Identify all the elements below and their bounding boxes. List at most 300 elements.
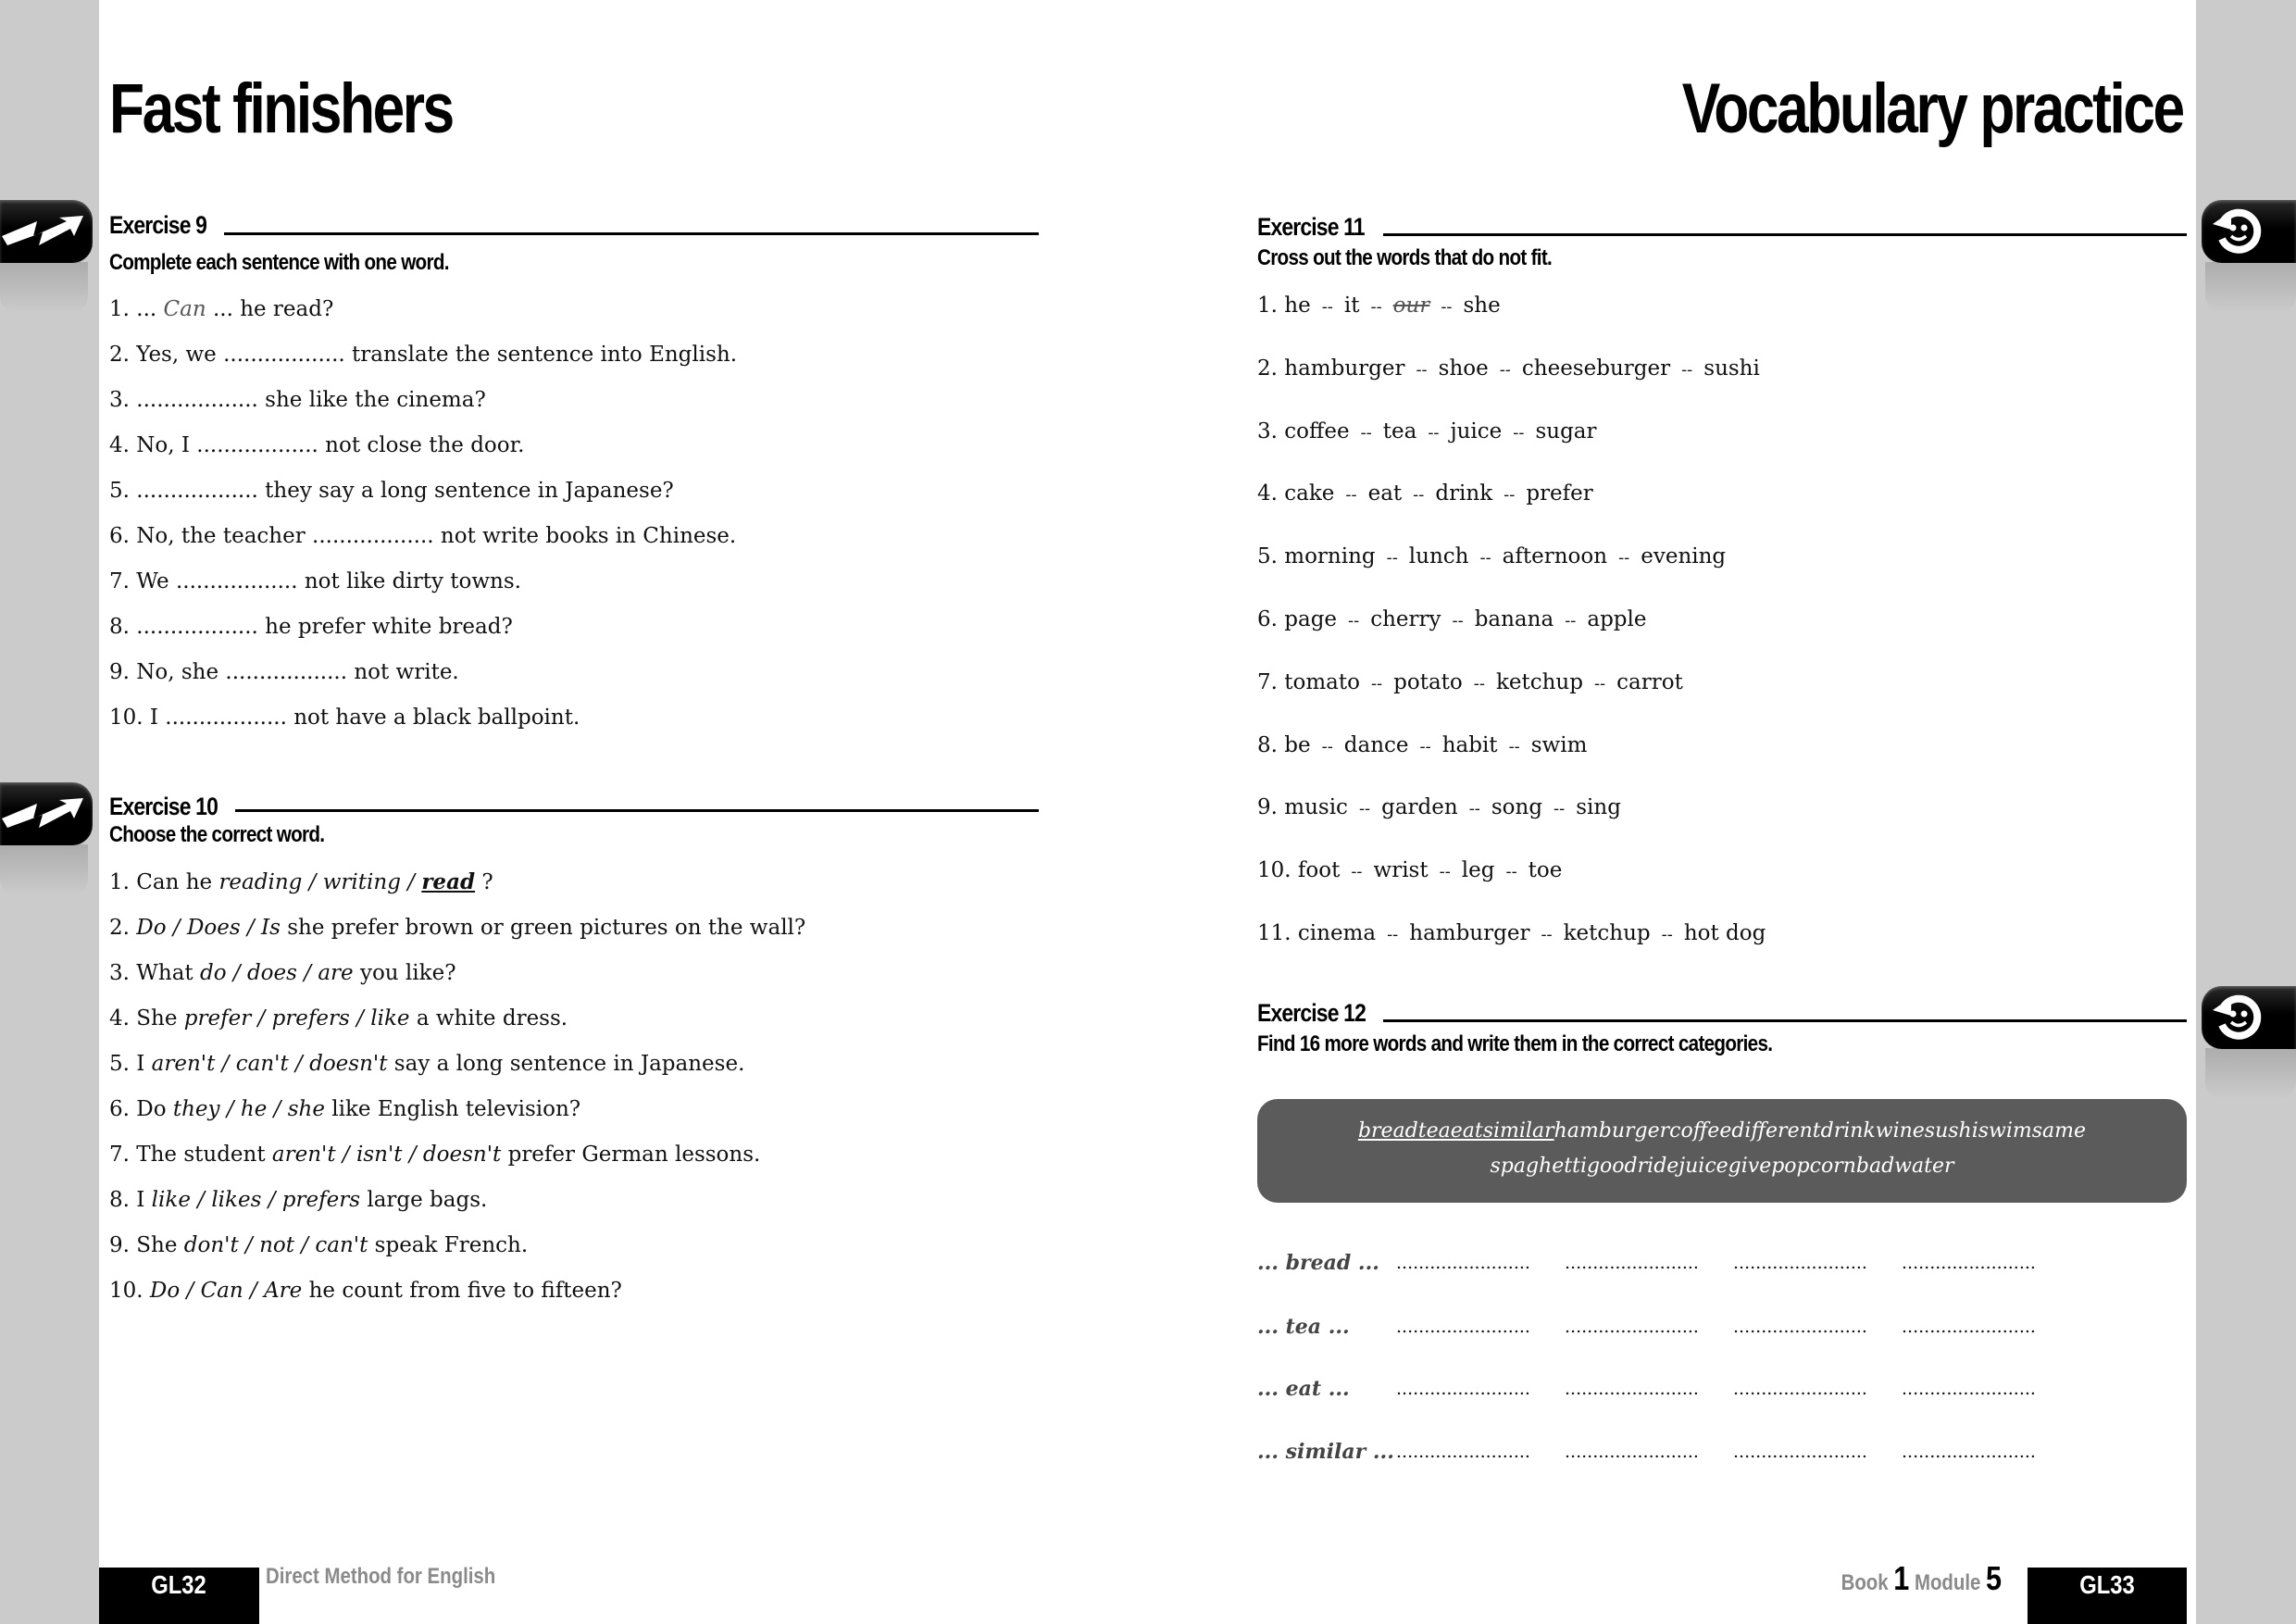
word-option[interactable]: hamburger [1409,921,1530,945]
category-label: ... tea ... [1257,1315,1350,1339]
list-item [109,431,524,459]
word-option[interactable]: afternoon [1502,544,1608,569]
list-item [109,341,737,369]
item-number: 10. [109,1279,144,1303]
item-number: 1. [109,297,130,321]
word-separator: -- [1618,548,1630,568]
item-number: 2. [109,343,130,367]
answer-blank[interactable]: ........................ [1902,1317,2036,1337]
word-option[interactable]: sugar [1535,418,1597,443]
category-row [1257,1313,2090,1341]
list-item [109,959,456,987]
choice-option[interactable]: Is [261,916,281,940]
word-separator: -- [1345,485,1357,506]
word-option[interactable]: swim [1530,732,1588,757]
word-separator: -- [1473,673,1485,693]
item-number: 1. [109,870,130,894]
item-number: 10. [1257,858,1292,883]
list-item [109,568,521,595]
word-option[interactable]: garden [1381,795,1458,820]
review-smiley-icon [2211,204,2266,259]
answer-blank[interactable]: ........................ [1902,1253,2036,1273]
exercise-title: Exercise 10 [109,793,218,820]
item-number: 2. [109,916,130,940]
word-option[interactable]: coffee [1284,418,1350,443]
item-text: No, she [136,660,226,684]
choice-option[interactable]: prefers [281,1188,361,1212]
item-number: 4. [109,433,130,457]
exercise-title: Exercise 12 [1257,999,1366,1027]
list-item [109,1095,580,1123]
exercise-9-header [109,211,224,239]
item-number: 6. [109,1097,130,1121]
item-text: What [136,961,200,985]
exercise-instruction: Cross out the words that do not fit. [1257,245,1553,270]
list-item [109,386,486,414]
fast-finisher-tab [0,200,93,263]
word-option[interactable]: shoe [1438,356,1489,381]
word-option[interactable]: toe [1528,858,1563,883]
item-text: he count from five to fifteen? [308,1279,622,1303]
word-option[interactable]: he [1284,294,1311,318]
word-option[interactable]: eat [1367,481,1403,506]
choice-separator: / [215,1052,236,1076]
item-number: 2. [1257,356,1278,381]
module-number: 5 [1985,1559,2002,1597]
answer-blank[interactable]: ........................ [1565,1442,1699,1462]
item-number: 3. [109,961,130,985]
word-option[interactable]: music [1284,795,1348,820]
answer-blank[interactable]: ........................ [1733,1317,1867,1337]
category-label: ... bread ... [1257,1251,1379,1275]
item-number: 7. [109,1143,130,1167]
page-title-left: Fast finishers [109,69,453,148]
list-item [1257,480,1593,509]
choice-option[interactable]: don't [183,1233,239,1257]
item-number: 4. [1257,481,1278,506]
module-label: Module [1914,1570,1981,1595]
item-text: The student [136,1143,272,1167]
item-text: not close the door. [318,433,525,457]
exercise-title: Exercise 11 [1257,213,1365,241]
word-option[interactable]: lunch [1408,544,1469,569]
item-text: No, I [136,433,197,457]
list-item [109,477,674,505]
item-text: speak French. [374,1233,529,1257]
word-option[interactable]: hot dog [1683,921,1766,945]
word-option[interactable]: banana [1474,607,1554,631]
tab-reflection [2205,262,2296,313]
item-number: 9. [109,660,130,684]
item-text: translate the sentence into English. [344,343,738,367]
choice-option[interactable]: Do [149,1279,181,1303]
list-item [109,1005,568,1032]
category-label: ... similar ... [1257,1440,1394,1464]
page-number-box-right [2028,1568,2187,1624]
book-title: Direct Method for English [266,1564,496,1589]
choice-option[interactable]: does [246,961,297,985]
word-option[interactable]: apple [1587,607,1647,631]
word-separator: -- [1505,862,1517,882]
exercise-divider [1383,233,2187,236]
list-item [1257,856,1562,886]
list-item [109,1050,744,1078]
word-option[interactable]: page [1284,607,1338,631]
page-number-box-left [99,1568,259,1624]
choice-separator: / [294,1233,316,1257]
item-text: not write books in Chinese. [433,524,737,548]
exercise-divider [1383,1019,2187,1022]
answer-blank[interactable]: .................. [136,615,258,639]
category-row [1257,1249,2090,1277]
category-row [1257,1375,2090,1403]
item-number: 11. [1257,921,1292,945]
exercise-divider [235,809,1039,812]
list-item [109,1231,528,1259]
choice-option[interactable]: Can [200,1279,243,1303]
exercise-10-header [109,793,237,820]
choice-option[interactable]: can't [235,1052,289,1076]
word-separator: -- [1541,925,1553,944]
item-number: 7. [1257,669,1278,694]
word-option[interactable]: be [1284,732,1311,757]
item-text: not like dirty towns. [297,569,521,593]
choice-option[interactable]: isn't [356,1143,403,1167]
review-tab [2202,200,2296,263]
word-option[interactable]: wrist [1373,858,1429,883]
word-option[interactable]: drink [1435,481,1493,506]
choice-option[interactable]: like [370,1006,410,1031]
choice-separator: / [296,961,318,985]
answer-blank[interactable]: ........................ [1396,1317,1530,1337]
remaining-letters: hamburgercoffeedifferentdrinkwinesushiswimsame [1554,1119,2087,1143]
choice-separator: / [402,1143,423,1167]
item-text: like English television? [331,1097,581,1121]
item-text: they say a long sentence in Japanese? [257,479,674,503]
exercise-instruction: Complete each sentence with one word. [109,250,449,275]
item-text: large bags. [367,1188,488,1212]
list-item [109,1186,487,1214]
word-separator: -- [1370,673,1383,693]
word-separator: -- [1681,359,1693,380]
item-number: 8. [1257,732,1278,757]
answer-blank[interactable]: ........................ [1733,1253,1867,1273]
word-option[interactable]: ketchup [1495,669,1583,694]
answer-blank[interactable]: ........................ [1902,1379,2036,1399]
lightning-arrow-icon [2,791,85,837]
word-separator: -- [1419,736,1431,756]
word-separator: -- [1348,611,1360,631]
choice-separator: / [226,961,247,985]
item-text: not have a black ballpoint. [286,706,580,730]
word-option[interactable]: carrot [1616,669,1683,694]
word-option[interactable]: hamburger [1284,356,1405,381]
choice-separator: / [261,1188,282,1212]
answer-blank[interactable]: ........................ [1396,1253,1530,1273]
choice-option[interactable]: likes [211,1188,262,1212]
word-option[interactable]: sushi [1703,356,1760,381]
word-separator: -- [1661,925,1673,944]
item-number: 5. [1257,544,1278,569]
word-option[interactable]: morning [1284,544,1376,569]
word-option[interactable]: cake [1284,481,1335,506]
answer-blank[interactable]: ........................ [1733,1379,1867,1399]
category-label: ... eat ... [1257,1377,1350,1401]
word-option[interactable]: foot [1297,858,1341,883]
item-number: 3. [109,388,130,412]
word-option[interactable]: our [1392,294,1430,318]
choice-option[interactable]: not [259,1233,294,1257]
word-separator: -- [1468,799,1480,819]
item-text: No, the teacher [136,524,313,548]
choice-separator: / [251,1006,272,1031]
word-separator: -- [1565,611,1577,631]
word-separator: -- [1351,862,1363,882]
list-item [1257,919,1766,949]
list-item [1257,731,1587,761]
list-item [109,522,736,550]
list-item [109,613,513,641]
choice-separator: / [238,1233,260,1257]
item-number: 5. [109,1052,130,1076]
exercise-12-header [1257,999,1385,1027]
word-separator: -- [1387,925,1399,944]
answer-blank[interactable]: .................. [165,706,287,730]
word-option[interactable]: potato [1393,669,1463,694]
item-number: 1. [1257,294,1278,318]
list-item [109,1277,622,1305]
choice-separator: / [240,916,262,940]
word-separator: -- [1386,548,1398,568]
item-number: 7. [109,569,130,593]
word-separator: -- [1413,485,1425,506]
list-item [109,658,459,686]
item-text: ... [136,297,164,321]
word-option[interactable]: habit [1441,732,1498,757]
item-text: you like? [359,961,456,985]
choice-option[interactable]: she [287,1097,325,1121]
answer-blank[interactable]: ........................ [1396,1379,1530,1399]
list-item [1257,292,1501,321]
word-option[interactable]: cinema [1297,921,1377,945]
item-text: I [136,1052,152,1076]
word-separator: -- [1452,611,1464,631]
item-text: she prefer brown or green pictures on the wall? [287,916,806,940]
word-option[interactable]: cherry [1370,607,1441,631]
answer-blank[interactable]: .................. [196,433,318,457]
choice-separator: / [400,870,422,894]
choice-option[interactable]: prefers [271,1006,350,1031]
choice-separator: / [288,1052,310,1076]
word-option[interactable]: song [1491,795,1543,820]
word-separator: -- [1508,736,1520,756]
item-number: 5. [109,479,130,503]
choice-option[interactable]: doesn't [309,1052,388,1076]
list-item [1257,606,1647,635]
word-option[interactable]: leg [1461,858,1495,883]
item-text: She [136,1006,184,1031]
item-text: She [136,1233,184,1257]
list-item [109,1141,760,1168]
list-item [109,868,493,896]
item-text: not write. [347,660,459,684]
item-number: 10. [109,706,144,730]
choice-option[interactable]: reading [218,870,303,894]
item-number: 8. [109,615,130,639]
tab-reflection [2205,1048,2296,1099]
choice-option[interactable]: like [151,1188,191,1212]
word-option[interactable]: it [1343,294,1360,318]
choice-option[interactable]: can't [315,1233,368,1257]
choice-option[interactable]: read [421,869,476,894]
item-text: she like the cinema? [257,388,486,412]
fast-finisher-tab [0,782,93,845]
choice-option[interactable]: doesn't [422,1143,502,1167]
book-label: Book [1841,1570,1889,1595]
choice-separator: / [219,1097,241,1121]
answer-blank[interactable]: ........................ [1565,1317,1699,1337]
exercise-title: Exercise 9 [109,211,207,239]
word-option[interactable]: tomato [1284,669,1360,694]
item-text: I [136,1188,152,1212]
exercise-instruction: Find 16 more words and write them in the correct categories. [1257,1031,1773,1056]
item-number: 3. [1257,418,1278,443]
word-separator: -- [1513,422,1525,443]
item-text: I [149,706,166,730]
choice-option[interactable]: aren't [151,1052,216,1076]
list-item [109,914,805,942]
word-separator: -- [1428,422,1440,443]
word-separator: -- [1479,548,1491,568]
answer-blank[interactable]: ........................ [1902,1442,2036,1462]
choice-separator: / [190,1188,212,1212]
list-item [1257,418,1597,447]
word-option[interactable]: tea [1382,418,1417,443]
item-number: 6. [1257,607,1278,631]
word-separator: -- [1358,799,1371,819]
list-item [1257,355,1760,384]
word-option[interactable]: juice [1450,418,1503,443]
review-smiley-icon [2211,990,2266,1045]
choice-option[interactable]: he [240,1097,268,1121]
item-text: Yes, we [136,343,224,367]
answer-blank[interactable]: .................. [175,569,298,593]
answer-blank[interactable]: .................. [223,343,345,367]
word-separator: -- [1360,422,1372,443]
category-row [1257,1438,2090,1466]
choice-option[interactable]: Are [264,1279,303,1303]
answer-blank[interactable]: ........................ [1565,1253,1699,1273]
word-option[interactable]: sing [1576,795,1621,820]
item-number: 4. [109,1006,130,1031]
word-separator: -- [1441,297,1453,317]
list-item [1257,793,1621,823]
word-separator: -- [1499,359,1511,380]
item-text: We [136,569,176,593]
item-text: ... he read? [206,297,334,321]
word-separator: -- [1504,485,1516,506]
word-separator: -- [1593,673,1606,693]
word-option[interactable]: cheeseburger [1521,356,1671,381]
choice-option[interactable]: they [172,1097,220,1121]
word-separator: -- [1439,862,1451,882]
choice-option[interactable]: do [200,961,227,985]
answer-blank[interactable]: ........................ [1733,1442,1867,1462]
exercise-divider [224,232,1039,235]
word-separator: -- [1554,799,1566,819]
choice-option[interactable]: are [318,961,354,985]
tab-reflection [0,844,88,895]
answer-blank[interactable]: .................. [136,388,258,412]
word-option[interactable]: she [1463,294,1501,318]
word-option[interactable]: ketchup [1563,921,1651,945]
item-text: say a long sentence in Japanese. [393,1052,745,1076]
item-text: prefer German lessons. [507,1143,761,1167]
page-number: GL33 [2079,1570,2135,1599]
answer-blank[interactable]: .................. [312,524,434,548]
choice-option[interactable]: Does [186,916,241,940]
choice-separator: / [267,1097,288,1121]
list-item [109,704,580,731]
list-item [109,295,333,323]
choice-separator: / [166,916,187,940]
example-answer: Can [163,297,206,321]
exercise-instruction: Choose the correct word. [109,822,325,847]
word-option[interactable]: prefer [1526,481,1593,506]
word-snake-line-2: spaghettigoodridejuicegivepopcornbadwater [1490,1155,1954,1178]
item-text: he prefer white bread? [257,615,513,639]
choice-separator: / [180,1279,201,1303]
review-tab [2202,986,2296,1049]
tab-reflection [0,262,88,313]
choice-option[interactable]: prefer [183,1006,252,1031]
lightning-arrow-icon [2,208,85,255]
choice-separator: / [349,1006,371,1031]
word-snake-line-1 [1257,1114,2187,1149]
item-text: a white dress. [416,1006,568,1031]
item-text: Do [136,1097,173,1121]
page-title-right: Vocabulary practice [1682,69,2183,148]
answer-blank[interactable]: ........................ [1565,1379,1699,1399]
choice-option[interactable]: aren't [271,1143,336,1167]
word-separator: -- [1321,736,1333,756]
list-item [1257,668,1683,698]
item-number: 6. [109,524,130,548]
found-words: breadteaeatsimilar [1357,1119,1554,1143]
item-text: ? [481,870,493,894]
item-text: Can he [136,870,219,894]
answer-blank[interactable]: .................. [225,660,348,684]
choice-separator: / [302,870,323,894]
answer-blank[interactable]: ........................ [1396,1442,1530,1462]
book-module-label [1841,1559,2002,1597]
choice-option[interactable]: Do [136,916,167,940]
item-number: 8. [109,1188,130,1212]
choice-separator: / [243,1279,265,1303]
choice-option[interactable]: writing [322,870,401,894]
list-item [1257,543,1726,572]
word-option[interactable]: dance [1343,732,1409,757]
answer-blank[interactable]: .................. [136,479,258,503]
word-separator: -- [1321,297,1333,317]
exercise-11-header [1257,213,1383,241]
word-separator: -- [1370,297,1382,317]
word-separator: -- [1416,359,1428,380]
choice-separator: / [335,1143,356,1167]
page-number: GL32 [151,1570,207,1599]
word-option[interactable]: evening [1641,544,1727,569]
item-number: 9. [109,1233,130,1257]
